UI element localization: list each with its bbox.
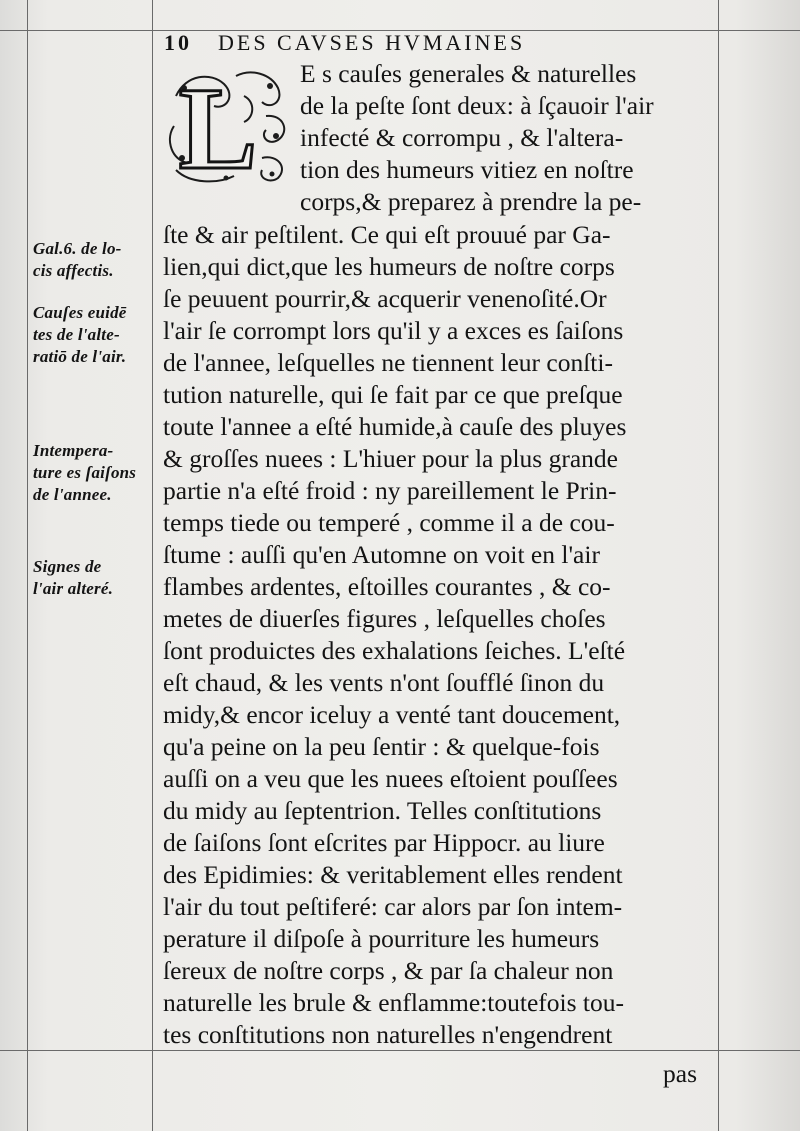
text-line: metes de diuerſes figures , leſquelles choſes: [163, 604, 606, 633]
text-line: flambes ardentes, eſtoilles courantes , & co-: [163, 572, 611, 601]
note-line: Gal.6. de lo-: [33, 239, 122, 258]
text-line: de ſaiſons ſont eſcrites par Hippocr. au liure: [163, 828, 605, 857]
text-line: auſſi on a veu que les nuees eſtoient pouſſees: [163, 764, 618, 793]
catchword: pas: [663, 1059, 697, 1088]
outer-margin-rule: [27, 0, 28, 1131]
ornamented-initial: [166, 66, 294, 186]
text-line: ſte & air peſtilent. Ce qui eſt prouué par Ga-: [163, 220, 611, 249]
note-line: Cauſes euidē: [33, 303, 127, 322]
note-line: Intempera-: [33, 441, 114, 460]
text-line: qu'a peine on la peu ſentir : & quelque-fois: [163, 732, 600, 761]
text-line: naturelle les brule & enflamme:toutefois tou-: [163, 988, 624, 1017]
page-number: 10: [164, 30, 192, 55]
marginal-note-causes: [33, 302, 127, 368]
note-line: l'air alteré.: [33, 579, 114, 598]
initial-letter: L: [178, 66, 258, 186]
text-line: corps,& preparez à prendre la pe-: [300, 187, 642, 216]
text-right-rule: [718, 0, 719, 1131]
text-line: des Epidimies: & veritablement elles rendent: [163, 860, 623, 889]
text-line: ſont produictes des exhalations ſeiches. L'eſté: [163, 636, 626, 665]
text-line: E s cauſes generales & naturelles: [300, 59, 637, 88]
running-title: DES CAVSES HVMAINES: [218, 30, 526, 55]
note-line: ratiō de l'air.: [33, 347, 127, 366]
text-line: temps tiede ou temperé , comme il a de cou-: [163, 508, 615, 537]
note-line: ture es ſaiſons: [33, 463, 137, 482]
text-line: de l'annee, leſquelles ne tiennent leur conſti-: [163, 348, 613, 377]
text-line: du midy au ſeptentrion. Telles conſtitutions: [163, 796, 602, 825]
note-line: de l'annee.: [33, 485, 112, 504]
text-line: ſtume : auſſi qu'en Automne on voit en l'air: [163, 540, 600, 569]
text-line: l'air du tout peſtiferé: car alors par ſon intem-: [163, 892, 623, 921]
text-line: tution naturelle, qui ſe fait par ce que preſque: [163, 380, 623, 409]
text-line: & groſſes nuees : L'hiuer pour la plus grande: [163, 444, 618, 473]
note-line: tes de l'alte-: [33, 325, 120, 344]
text-line: ſe peuuent pourrir,& acquerir venenoſité.Or: [163, 284, 607, 313]
marginal-note-citation: [33, 238, 122, 282]
text-line: tes conſtitutions non naturelles n'engendrent: [163, 1020, 613, 1049]
text-line: l'air ſe corrompt lors qu'il y a exces es ſaiſons: [163, 316, 624, 345]
note-line: cis affectis.: [33, 261, 114, 280]
text-line: tion des humeurs vitiez en noſtre: [300, 155, 634, 184]
marginal-note-signs: [33, 556, 113, 600]
inner-margin-rule: [152, 0, 153, 1131]
text-line: toute l'annee a eſté humide,à cauſe des pluyes: [163, 412, 627, 441]
text-line: perature il diſpoſe à pourriture les humeurs: [163, 924, 600, 953]
text-line: partie n'a eſté froid : ny pareillement le Prin-: [163, 476, 617, 505]
note-line: Signes de: [33, 557, 102, 576]
text-line: lien,qui dict,que les humeurs de noſtre corps: [163, 252, 615, 281]
text-line: de la peſte ſont deux: à ſçauoir l'air: [300, 91, 654, 120]
initial-ornament: [166, 66, 294, 186]
text-line: eſt chaud, & les vents n'ont ſoufflé ſinon du: [163, 668, 605, 697]
text-line: midy,& encor iceluy a venté tant doucement,: [163, 700, 621, 729]
running-head: [164, 30, 724, 60]
text-line: infecté & corrompu , & l'altera-: [300, 123, 624, 152]
marginal-note-intemperature: [33, 440, 136, 506]
text-line: ſereux de noſtre corps , & par ſa chaleur non: [163, 956, 614, 985]
